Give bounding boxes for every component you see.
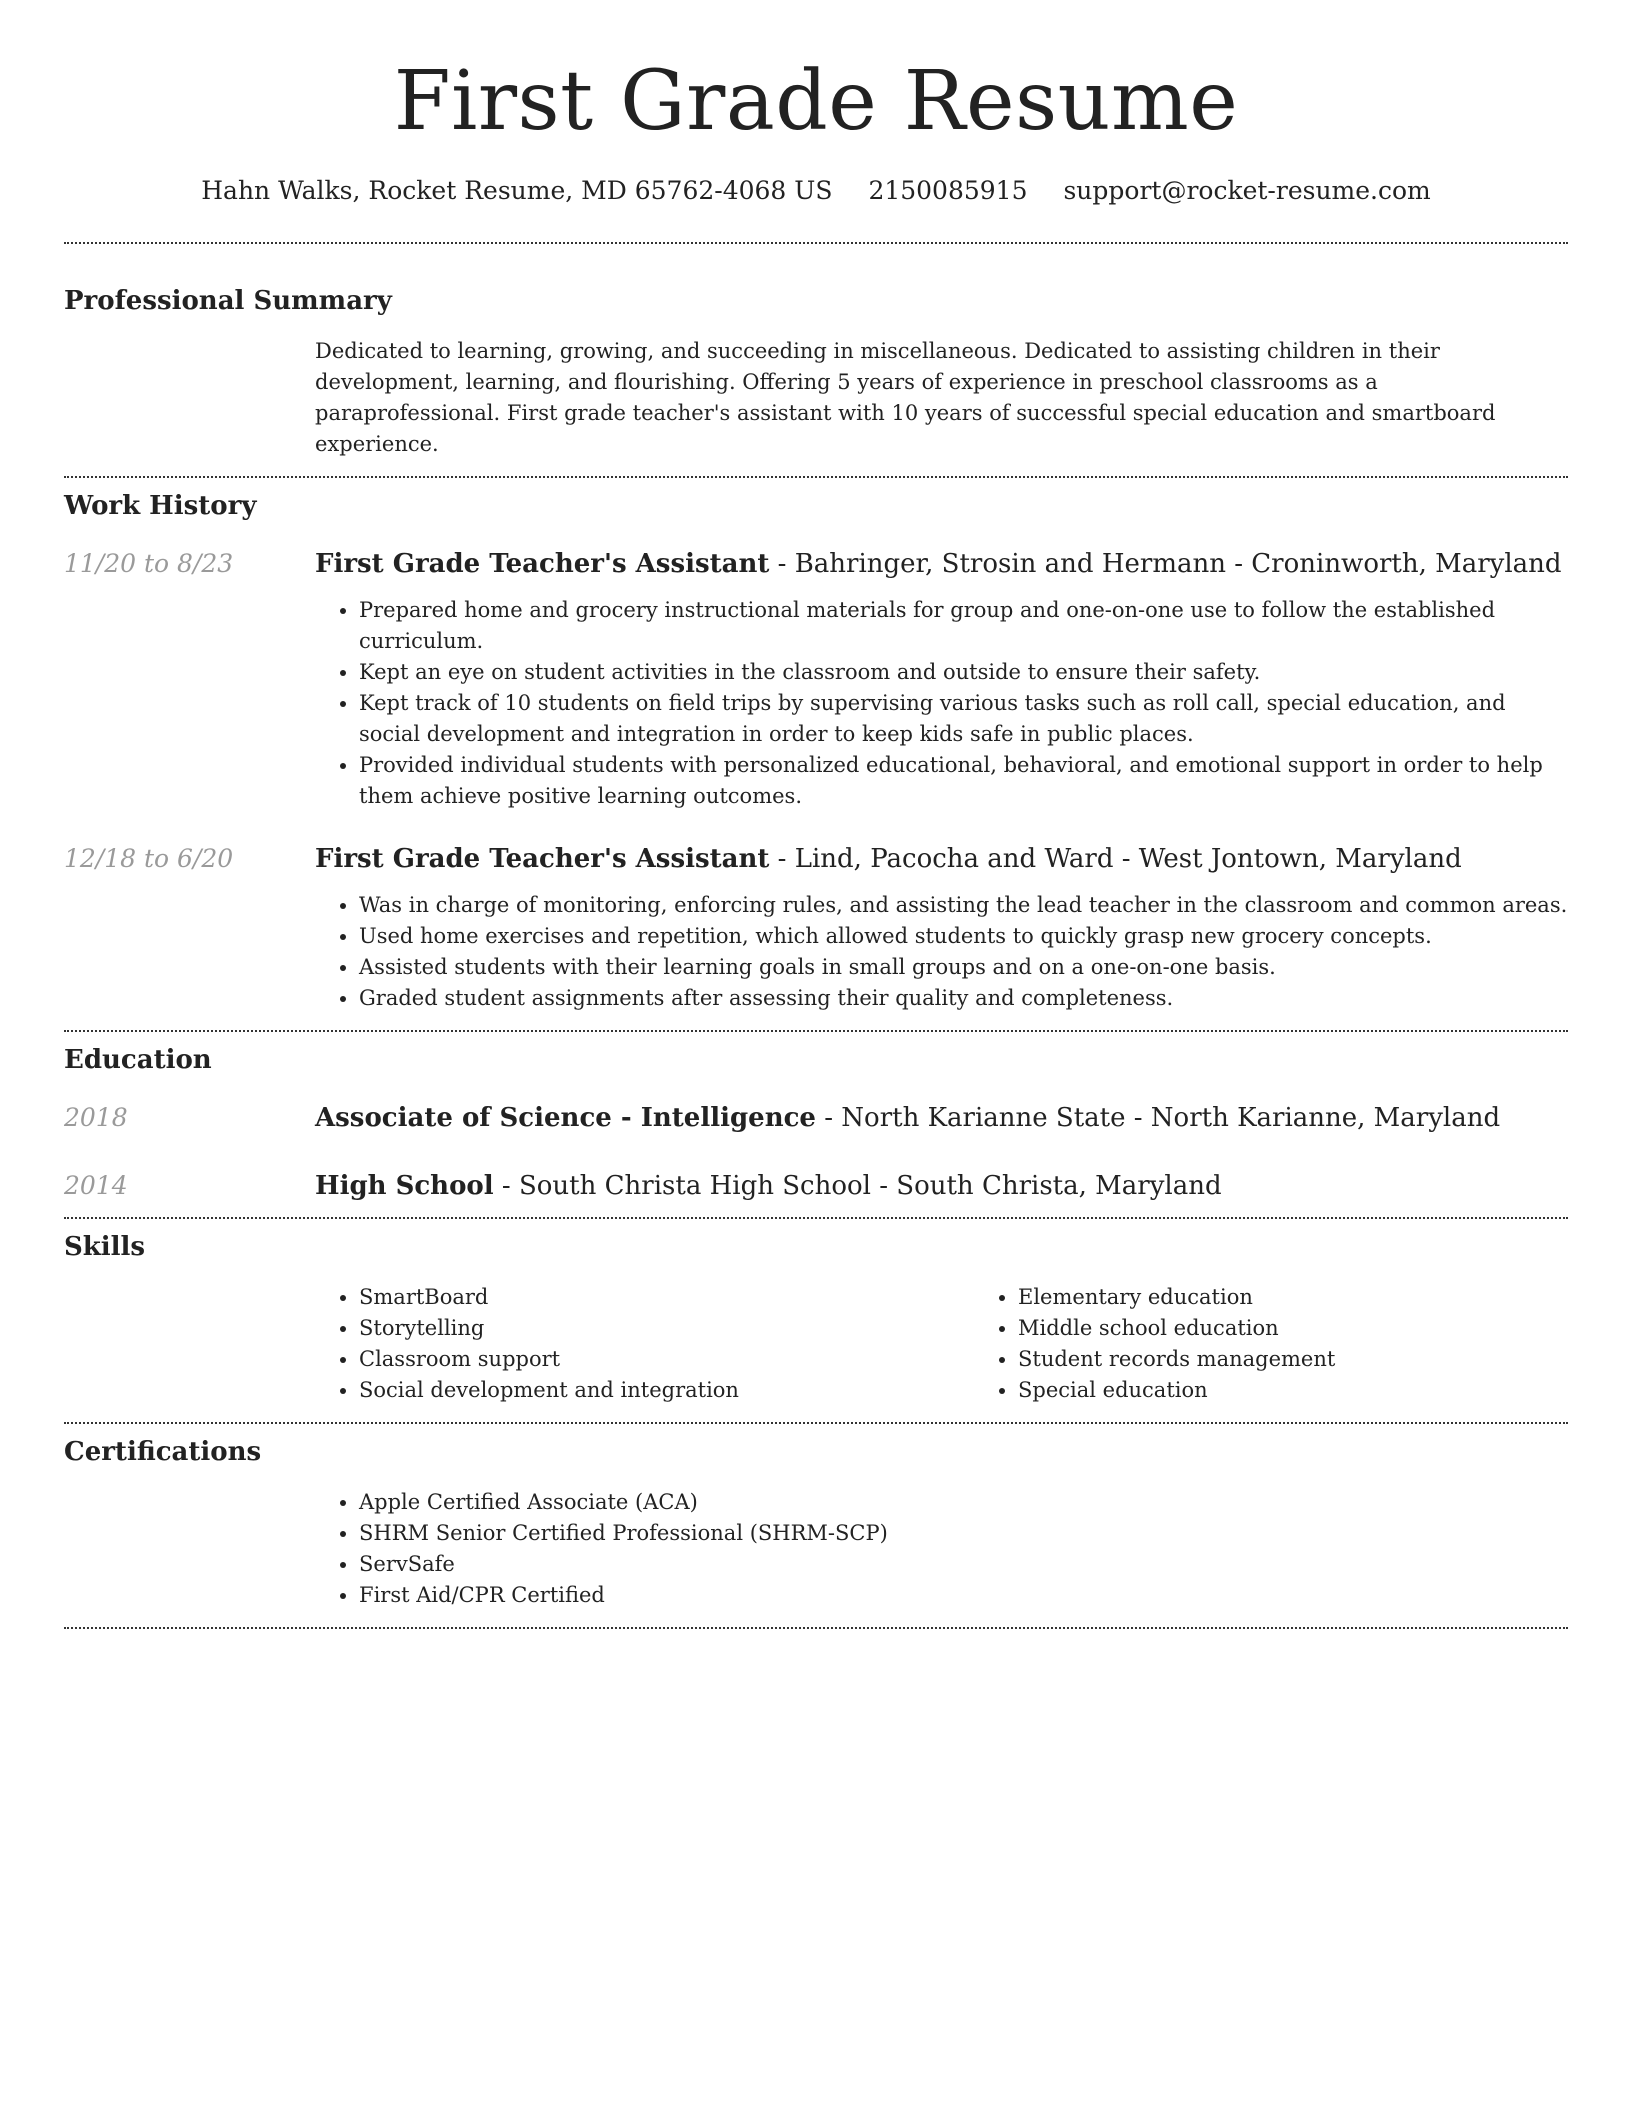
contact-phone: 2150085915 (868, 176, 1028, 205)
skill-item: • Elementary education (1018, 1282, 1632, 1313)
resume-title: First Grade Resume (393, 54, 1239, 149)
job-duty: • Kept an eye on student activities in the classroom and outside to ensure their safety. (359, 657, 1568, 688)
education-degree: High School (315, 1171, 494, 1201)
certification-item: • ServSafe (359, 1549, 1568, 1580)
job-title (315, 547, 1568, 581)
education-heading: Education (64, 1045, 212, 1075)
skill-item: • Social development and integration (359, 1375, 974, 1406)
skills-list-right (974, 1282, 1632, 1406)
skills-heading: Skills (64, 1232, 146, 1262)
education-line (315, 1101, 1568, 1135)
job-duty: • Was in charge of monitoring, enforcing rules, and assisting the lead teacher in the classroom and common areas. (359, 890, 1568, 921)
education-line (315, 1169, 1568, 1203)
job-employer: - Bahringer, Strosin and Hermann - Croninworth, Maryland (769, 549, 1562, 579)
job-duty: • Assisted students with their learning goals in small groups and on a one-on-one basis. (359, 952, 1568, 983)
job-duty: • Prepared home and grocery instructional materials for group and one-on-one use to follow the established curriculum. (359, 595, 1568, 657)
education-school: - North Karianne State - North Karianne, Maryland (815, 1103, 1501, 1133)
job-dates: 12/18 to 6/20 (64, 844, 234, 873)
certifications-heading: Certifications (64, 1437, 262, 1467)
certification-item: • SHRM Senior Certified Professional (SHRM-SCP) (359, 1518, 1568, 1549)
section-divider (64, 1217, 1568, 1219)
job-dates: 11/20 to 8/23 (64, 549, 234, 578)
job-employer: - Lind, Pacocha and Ward - West Jontown, Maryland (769, 844, 1462, 874)
job-duties (315, 595, 1568, 812)
skill-item: • Middle school education (1018, 1313, 1632, 1344)
certification-item: • Apple Certified Associate (ACA) (359, 1487, 1568, 1518)
education-degree: Associate of Science - Intelligence (315, 1103, 816, 1133)
section-divider (64, 1627, 1568, 1629)
skill-item: • Special education (1018, 1375, 1632, 1406)
education-entry (64, 1101, 1568, 1135)
education-school: - South Christa High School - South Christa, Maryland (493, 1171, 1222, 1201)
job-duty: • Provided individual students with personalized educational, behavioral, and emotional support in order to help them achieve positive learning outcomes. (359, 750, 1568, 812)
skill-item: • Student records management (1018, 1344, 1632, 1375)
job-duty: • Kept track of 10 students on field trips by supervising various tasks such as roll call, special education, and social development and integration in order to keep kids safe in public places. (359, 688, 1568, 750)
work-heading: Work History (64, 491, 257, 521)
education-year: 2018 (64, 1103, 128, 1132)
education-year: 2014 (64, 1171, 128, 1200)
job-entry (64, 547, 1568, 812)
certification-item: • First Aid/CPR Certified (359, 1580, 1568, 1611)
section-divider (64, 1422, 1568, 1424)
job-role: First Grade Teacher's Assistant (315, 549, 770, 579)
contact-address: Hahn Walks, Rocket Resume, MD 65762-4068 US (201, 176, 833, 205)
section-divider (64, 476, 1568, 478)
job-duties (315, 890, 1568, 1014)
skill-item: • Storytelling (359, 1313, 974, 1344)
summary-heading: Professional Summary (64, 286, 392, 316)
job-entry (64, 842, 1568, 1014)
summary-row (64, 336, 1568, 460)
job-body (315, 547, 1568, 812)
education-body (315, 1169, 1568, 1203)
job-role: First Grade Teacher's Assistant (315, 844, 770, 874)
job-body (315, 842, 1568, 1014)
education-body (315, 1101, 1568, 1135)
contact-line (64, 174, 1568, 208)
section-divider (64, 1030, 1568, 1032)
education-entry (64, 1169, 1568, 1203)
skills-list-left (315, 1282, 974, 1406)
skill-item: • Classroom support (359, 1344, 974, 1375)
job-title (315, 842, 1568, 876)
certifications-list (315, 1487, 1568, 1611)
certifications-body (315, 1487, 1568, 1611)
certifications-row (64, 1487, 1568, 1611)
skills-row (64, 1282, 1568, 1406)
summary-text: Dedicated to learning, growing, and succeeding in miscellaneous. Dedicated to assisting children in their development, learning, and flourishing. Offering 5 years of experience in preschool classrooms as a paraprofessional. First grade teacher's assistant with 10 years of successful special education and smartboard experience. (315, 339, 1496, 456)
job-duty: • Graded student assignments after assessing their quality and completeness. (359, 983, 1568, 1014)
contact-email: support@rocket-resume.com (1063, 176, 1431, 205)
skills-columns (315, 1282, 1632, 1406)
summary-body (315, 336, 1568, 460)
job-duty: • Used home exercises and repetition, which allowed students to quickly grasp new grocery concepts. (359, 921, 1568, 952)
section-divider (64, 242, 1568, 244)
skill-item: • SmartBoard (359, 1282, 974, 1313)
